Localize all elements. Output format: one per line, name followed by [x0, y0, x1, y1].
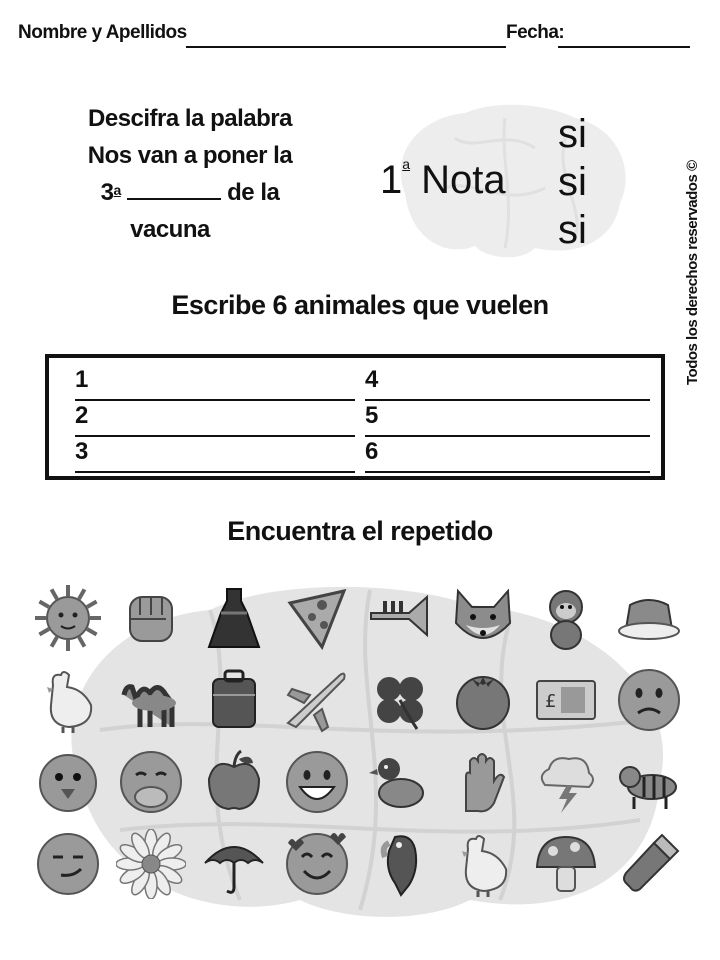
- nota-word: Nota: [421, 158, 506, 202]
- tomato-icon[interactable]: [443, 660, 523, 740]
- sun-with-face-icon[interactable]: [28, 578, 108, 658]
- nota-label: [380, 158, 506, 203]
- answer-row: [75, 438, 650, 472]
- animals-section-title: Escribe 6 animales que vuelen: [171, 290, 549, 320]
- answer-line[interactable]: [75, 399, 355, 401]
- daisy-icon[interactable]: [111, 824, 191, 904]
- smirking-face-icon: [33, 829, 103, 899]
- rooster-icon[interactable]: [443, 824, 523, 904]
- rooster-icon: [448, 829, 518, 899]
- trumpet-icon[interactable]: [360, 578, 440, 658]
- umbrella-icon[interactable]: [194, 824, 274, 904]
- suitcase-icon[interactable]: [194, 660, 274, 740]
- camel-icon: [116, 665, 186, 735]
- banknote-icon[interactable]: [526, 660, 606, 740]
- copyright-text: Todos los derechos reservados ©: [684, 160, 701, 385]
- answer-number: 2: [75, 402, 88, 429]
- pizza-icon[interactable]: [277, 578, 357, 658]
- suitcase-icon: [199, 665, 269, 735]
- frowning-face-icon[interactable]: [609, 660, 689, 740]
- answer-si-1: si: [558, 112, 587, 156]
- smirking-face-icon[interactable]: [28, 824, 108, 904]
- answer-line[interactable]: [75, 471, 355, 473]
- four-leaf-clover-icon: [365, 665, 435, 735]
- camel-icon[interactable]: [111, 660, 191, 740]
- dress-icon[interactable]: [194, 578, 274, 658]
- airplane-icon: [282, 665, 352, 735]
- word-puzzle: [70, 100, 310, 248]
- flashlight-icon: [614, 829, 684, 899]
- repeat-section-title: Encuentra el repetido: [227, 516, 493, 546]
- nota-sup: a: [402, 156, 411, 172]
- raised-fist-icon[interactable]: [111, 578, 191, 658]
- airplane-icon[interactable]: [277, 660, 357, 740]
- puzzle-ordinal: 3: [100, 179, 114, 206]
- answer-number: 6: [365, 438, 378, 465]
- rooster-icon: [33, 665, 103, 735]
- answer-line[interactable]: [365, 471, 650, 473]
- chick-icon: [33, 747, 103, 817]
- name-label: Nombre y Apellidos: [18, 22, 187, 43]
- date-field[interactable]: [558, 46, 690, 48]
- apple-icon: [199, 747, 269, 817]
- mushroom-icon: [531, 829, 601, 899]
- answer-number: 4: [365, 366, 378, 393]
- banknote-icon: [531, 665, 601, 735]
- chick-icon[interactable]: [28, 742, 108, 822]
- flashlight-icon[interactable]: [609, 824, 689, 904]
- answer-number: 5: [365, 402, 378, 429]
- answer-line[interactable]: [75, 435, 355, 437]
- animals-answer-box: [45, 354, 665, 480]
- name-field[interactable]: [186, 46, 506, 48]
- raised-fist-icon: [116, 583, 186, 653]
- answer-line[interactable]: [365, 435, 650, 437]
- smiling-hearts-face-icon[interactable]: [277, 824, 357, 904]
- hand-over-mouth-face-icon[interactable]: [111, 742, 191, 822]
- frowning-face-icon: [614, 665, 684, 735]
- duck-icon[interactable]: [360, 742, 440, 822]
- answer-si-3: si: [558, 208, 587, 252]
- rooster-icon[interactable]: [28, 660, 108, 740]
- answer-number: 3: [75, 438, 88, 465]
- tiger-icon[interactable]: [609, 742, 689, 822]
- answer-line[interactable]: [365, 399, 650, 401]
- cloud-lightning-icon[interactable]: [526, 742, 606, 822]
- monkey-icon[interactable]: [526, 578, 606, 658]
- flan-icon: [614, 583, 684, 653]
- date-label: Fecha:: [506, 22, 565, 43]
- raised-hand-icon: [448, 747, 518, 817]
- tomato-icon: [448, 665, 518, 735]
- puzzle-line-1: Descifra la palabra: [88, 105, 292, 132]
- puzzle-ordinal-sup: a: [113, 182, 121, 198]
- answer-row: [75, 366, 650, 400]
- grinning-face-icon[interactable]: [277, 742, 357, 822]
- puzzle-line-4: vacuna: [130, 216, 210, 243]
- answer-number: 1: [75, 366, 88, 393]
- duck-icon: [365, 747, 435, 817]
- emoji-grid: [28, 578, 698, 918]
- flan-icon[interactable]: [609, 578, 689, 658]
- svg-text:£: £: [545, 691, 557, 712]
- fox-icon: [448, 583, 518, 653]
- daisy-icon: [116, 829, 186, 899]
- parrot-icon: [365, 829, 435, 899]
- umbrella-icon: [199, 829, 269, 899]
- parrot-icon[interactable]: [360, 824, 440, 904]
- hand-over-mouth-face-icon: [116, 747, 186, 817]
- four-leaf-clover-icon[interactable]: [360, 660, 440, 740]
- cloud-lightning-icon: [531, 747, 601, 817]
- smiling-hearts-face-icon: [282, 829, 352, 899]
- dress-icon: [199, 583, 269, 653]
- mushroom-icon[interactable]: [526, 824, 606, 904]
- raised-hand-icon[interactable]: [443, 742, 523, 822]
- puzzle-line-2: Nos van a poner la: [87, 142, 293, 169]
- answer-row: [75, 402, 650, 436]
- puzzle-blank[interactable]: [127, 176, 221, 200]
- fox-icon[interactable]: [443, 578, 523, 658]
- monkey-icon: [531, 583, 601, 653]
- puzzle-line-3: [70, 174, 310, 211]
- header: [18, 22, 690, 50]
- tiger-icon: [614, 747, 684, 817]
- puzzle-line-3-end: de la: [227, 179, 280, 206]
- nota-number: 1: [380, 158, 403, 202]
- answer-si-2: si: [558, 160, 587, 204]
- apple-icon[interactable]: [194, 742, 274, 822]
- pizza-icon: [282, 583, 352, 653]
- grinning-face-icon: [282, 747, 352, 817]
- sun-with-face-icon: [33, 583, 103, 653]
- trumpet-icon: [365, 583, 435, 653]
